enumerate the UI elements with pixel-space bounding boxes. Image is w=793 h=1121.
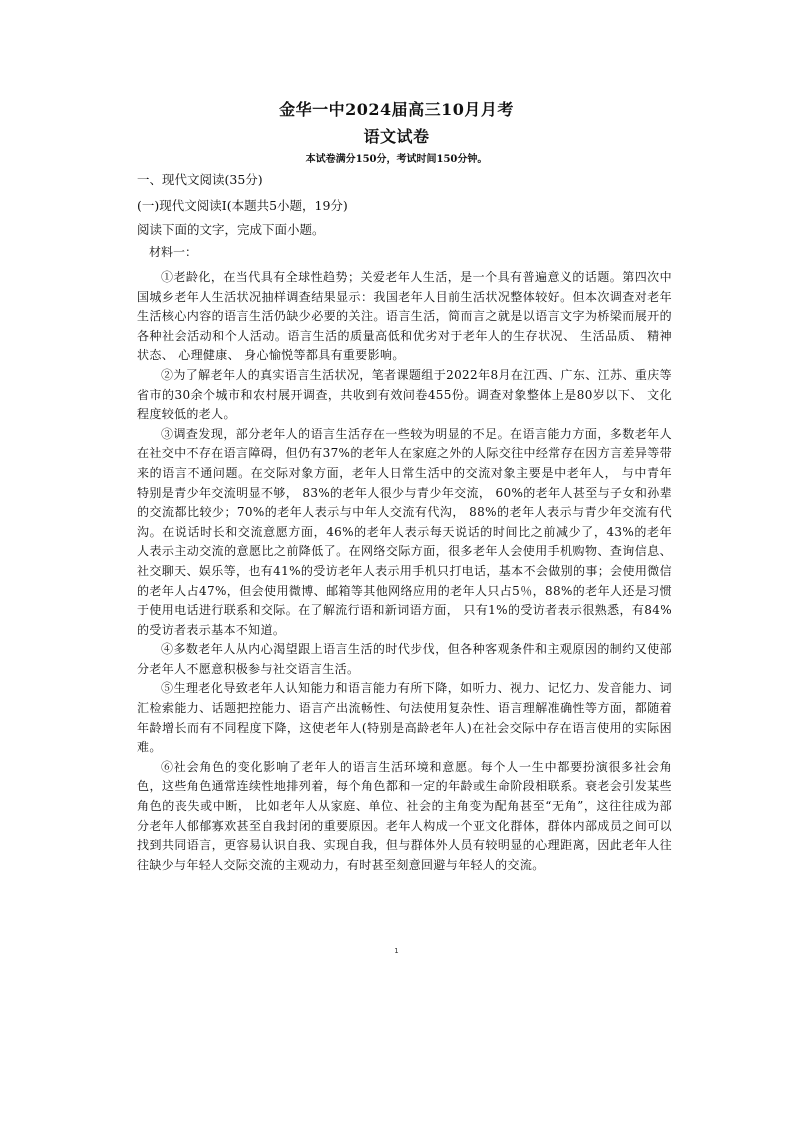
page-number: 1	[394, 947, 399, 955]
reading-instruction: 阅读下面的文字，完成下面小题。	[137, 222, 325, 237]
exam-title: 金华一中2024届高三10月月考	[279, 100, 514, 119]
material-label: 材料一：	[149, 245, 198, 259]
paragraph-1: ①老龄化，在当代具有全球性趋势；关爱老年人生活，是一个具有普遍意义的话题。第四次中国城乡老年人生活状况抽样调查结果显示：我国老年人目前生活状况整体较好。但本次调查对老年生活核心内容的语言生活仍缺少必要的关注。语言生活，简而言之就是以语言文字为桥梁而展开的各种社会活动和个人活动。语言生活的质量高低和优劣对于老年人的生存状况、 生活品质、 精神状态、 心理健康、 身心愉悦等都具有重要影响。	[137, 270, 672, 363]
paragraph-2: ②为了解老年人的真实语言生活状况，笔者课题组于2022年8月在江西、广东、江苏、重庆等省市的30余个城市和农村展开调查，共收到有效问卷455份。调查对象整体上是80岁以下、 文化程度较低的老人。	[137, 367, 672, 422]
subsection-heading: (一)现代文阅读Ⅰ(本题共5小题，19分)	[137, 198, 348, 213]
exam-subject: 语文试卷	[363, 127, 430, 146]
paragraph-4: ④多数老年人从内心渴望跟上语言生活的时代步伐，但各种客观条件和主观原因的制约又使部分老年人不愿意积极参与社交语言生活。	[137, 642, 672, 676]
paragraph-5: ⑤生理老化导致老年人认知能力和语言能力有所下降，如听力、视力、记忆力、发音能力、词汇检索能力、话题把控能力、语言产出流畅性、句法使用复杂性、语言理解准确性等方面，都随着年龄增长而有不同程度下降，这使老年人(特别是高龄老年人)在社会交际中存在语言使用的实际困难。	[137, 681, 672, 755]
reading-passage	[137, 268, 672, 875]
paragraph-6: ⑥社会角色的变化影响了老年人的语言生活环境和意愿。每个人一生中都要扮演很多社会角色，这些角色通常连续性地排列着，每个角色都和一定的年龄或生命阶段相联系。衰老会引发某些角色的丧失或中断， 比如老年人从家庭、单位、社会的主角变为配角甚至“无角”，这往往成为部分老年人郁郁寡欢甚至自我封闭的重要原因。老年人构成一个亚文化群体，群体内部成员之间可以找到共同语言，更容易认识自我、实现自我，但与群体外人员有较明显的心理距离，因此老年人往往缺少与年轻人交际交流的主观动力，有时甚至刻意回避与年轻人的交流。	[137, 759, 672, 872]
exam-info: 本试卷满分150分，考试时间150分钟。	[305, 154, 488, 165]
paragraph-3: ③调查发现，部分老年人的语言生活存在一些较为明显的不足。在语言能力方面，多数老年人在社交中不存在语言障碍，但仍有37%的老年人在家庭之外的人际交往中经常存在因方言差异等带来的语言不通问题。在交际对象方面，老年人日常生活中的交流对象主要是中老年人， 与中青年特别是青少年交流明显不够， 83%的老年人很少与青少年交流， 60%的老年人甚至与子女和孙辈的交流都比较少；70%的老年人表示与中年人交流有代沟， 88%的老年人表示与青少年交流有代沟。在说话时长和交流意愿方面，46%的老年人表示每天说话的时间比之前减少了，43%的老年人表示主动交流的意愿比之前降低了。在网络交际方面，很多老年人会使用手机购物、查询信息、社交聊天、娱乐等，也有41%的受访老年人表示用手机只打电话，基本不会做别的事；会使用微信的老年人占47%，但会使用微博、邮箱等其他网络应用的老年人只占5％，88%的老年人还是习惯于使用电话进行联系和交际。在了解流行语和新词语方面， 只有1%的受访者表示很熟悉，有84%的受访者表示基本不知道。	[137, 426, 672, 637]
section-heading: 一、现代文阅读(35分)	[137, 172, 263, 187]
